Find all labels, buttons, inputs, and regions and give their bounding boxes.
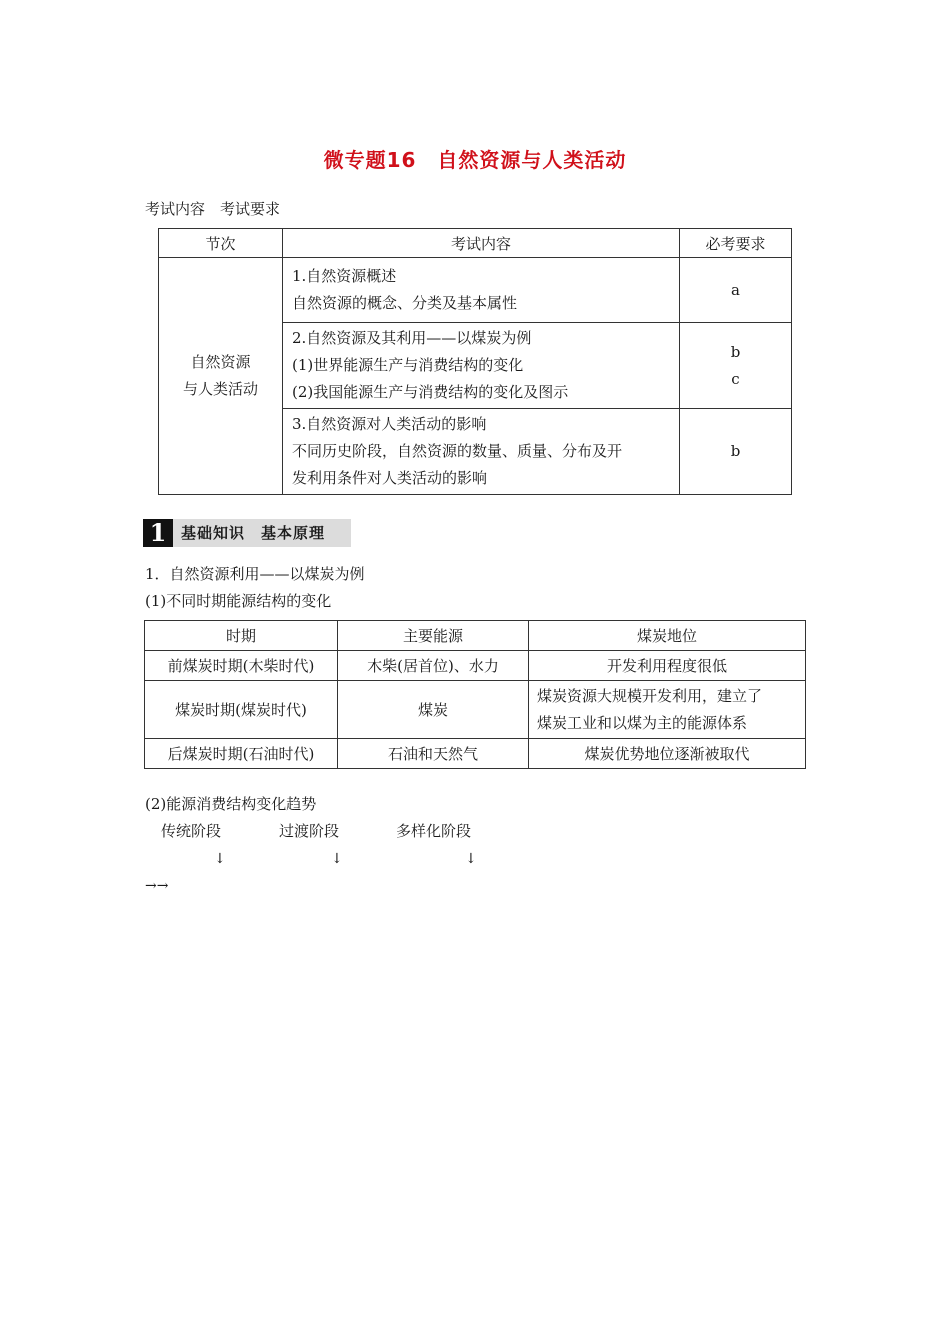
down-arrow-icon: ↓ (331, 851, 343, 867)
section-line: 自然资源 (190, 353, 251, 371)
table-row (145, 739, 806, 769)
period-cell: 后煤炭时期(石油时代) (145, 739, 338, 769)
requirement-cell (680, 409, 792, 495)
content-line: (2)我国能源生产与消费结构的变化及图示 (292, 383, 569, 401)
header-cell: 必考要求 (680, 229, 792, 258)
requirement-value: c (731, 369, 740, 388)
status-line: 煤炭工业和以煤为主的能源体系 (537, 713, 748, 732)
content-line: 自然资源的概念、分类及基本属性 (292, 294, 518, 312)
source-cell: 煤炭 (338, 681, 529, 739)
requirement-cell (680, 258, 792, 323)
status-cell (529, 681, 806, 739)
content-line: 3.自然资源对人类活动的影响 (292, 415, 487, 433)
requirement-value: a (731, 280, 740, 299)
header-cell: 考试内容 (283, 229, 680, 258)
stage-label: 多样化阶段 (396, 822, 472, 840)
exam-table (158, 228, 792, 495)
content-line: 1.自然资源概述 (292, 267, 397, 285)
section-line: 与人类活动 (182, 380, 258, 398)
table-row (159, 258, 792, 323)
period-cell: 前煤炭时期(木柴时代) (145, 651, 338, 681)
requirement-value: b (730, 342, 741, 361)
header-cell: 主要能源 (338, 621, 529, 651)
page-title: 微专题16 自然资源与人类活动 (323, 148, 627, 172)
requirement-cell (680, 323, 792, 409)
stage-label: 传统阶段 (161, 822, 222, 840)
energy-table (144, 620, 806, 769)
subpoint-heading: (2)能源消费结构变化趋势 (145, 795, 317, 813)
section-cell (159, 258, 283, 495)
stage-label: 过渡阶段 (279, 822, 340, 840)
subpoint-heading: (1)不同时期能源结构的变化 (145, 592, 332, 610)
table-row (145, 681, 806, 739)
status-line: 煤炭资源大规模开发利用，建立了 (537, 686, 763, 705)
content-line: (1)世界能源生产与消费结构的变化 (292, 356, 524, 374)
header-cell: 时期 (145, 621, 338, 651)
energy-table-header-row (145, 621, 806, 651)
requirement-value: b (730, 442, 741, 460)
exam-header: 考试内容 考试要求 (145, 200, 281, 218)
exam-table-header-row (159, 229, 792, 258)
content-line: 不同历史阶段，自然资源的数量、质量、分布及开 (292, 442, 623, 460)
period-cell: 煤炭时期(煤炭时代) (145, 681, 338, 739)
down-arrow-icon: ↓ (214, 851, 226, 867)
content-line: 2.自然资源及其利用——以煤炭为例 (292, 329, 532, 347)
header-cell: 煤炭地位 (529, 621, 806, 651)
source-cell: 木柴(居首位)、水力 (338, 651, 529, 681)
content-cell (283, 323, 680, 409)
table-row (145, 651, 806, 681)
header-cell: 节次 (159, 229, 283, 258)
status-cell: 煤炭优势地位逐渐被取代 (529, 739, 806, 769)
content-line: 发利用条件对人类活动的影响 (292, 469, 488, 487)
content-cell (283, 258, 680, 323)
source-cell: 石油和天然气 (338, 739, 529, 769)
section-heading: 基础知识 基本原理 (181, 524, 326, 542)
status-cell: 开发利用程度很低 (529, 651, 806, 681)
right-arrows: →→ (145, 878, 169, 894)
point-heading: 1．自然资源利用——以煤炭为例 (145, 565, 365, 583)
content-cell (283, 409, 680, 495)
section-number: 1 (143, 519, 173, 547)
down-arrow-icon: ↓ (465, 851, 477, 867)
